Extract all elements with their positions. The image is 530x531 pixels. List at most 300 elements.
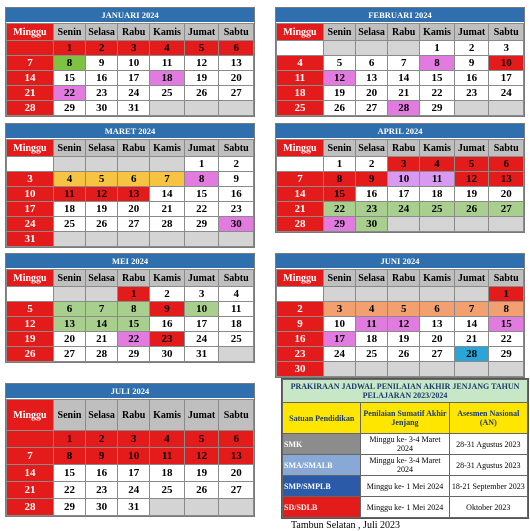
legend-row [283,434,528,455]
legend-cell: Minggu ke- 1 Mei 2024 [361,476,449,497]
day-cell: 30 [356,217,388,232]
day-cell: 21 [388,86,420,101]
day-header: Selasa [356,140,388,157]
sunday-cell: 3 [7,172,54,187]
day-cell [184,499,219,516]
day-header: Rabu [118,270,150,287]
day-cell: 15 [184,187,219,202]
legend-label-sma: SMA/SMALB [283,455,361,476]
day-cell: 14 [86,317,118,332]
month-grid [6,23,254,116]
day-cell: 16 [86,465,118,482]
sunday-cell: 30 [277,362,324,377]
day-cell: 12 [184,448,219,465]
day-cell: 26 [388,347,420,362]
calendar-june [275,253,525,378]
month-title: JANUARI 2024 [6,8,254,23]
day-header: Minggu [7,270,54,287]
sunday-cell [7,287,54,302]
day-cell: 4 [150,41,185,56]
day-cell: 14 [150,187,185,202]
day-cell: 9 [150,302,185,317]
day-cell: 24 [118,482,150,499]
day-cell [150,499,185,516]
week-row [277,56,524,71]
day-header: Rabu [118,24,150,41]
day-cell [184,232,219,247]
day-cell: 12 [184,56,219,71]
week-row [7,41,254,56]
day-cell: 10 [323,317,355,332]
day-cell: 6 [118,172,150,187]
day-cell: 27 [118,217,150,232]
day-cell: 6 [420,302,455,317]
day-cell: 9 [86,56,118,71]
legend-cell: Oktober 2023 [449,497,527,518]
week-row [277,71,524,86]
sunday-cell: 28 [7,499,54,516]
day-cell: 5 [454,157,489,172]
day-cell [53,287,85,302]
day-cell: 26 [323,101,355,116]
day-header: Sabtu [489,140,524,157]
day-cell [53,232,85,247]
month-title: MEI 2024 [6,254,254,269]
week-row [7,187,254,202]
day-header: Jumat [184,140,219,157]
sunday-cell: 19 [7,332,54,347]
day-cell: 18 [53,202,85,217]
day-cell [118,232,150,247]
day-cell: 18 [420,187,455,202]
day-cell: 20 [420,332,455,347]
day-cell: 22 [323,202,355,217]
day-cell: 10 [489,56,524,71]
week-row [7,101,254,116]
month-grid [276,269,524,377]
day-cell [489,101,524,116]
week-row [277,332,524,347]
sunday-cell: 28 [277,217,324,232]
day-cell [388,287,420,302]
calendar-february [275,7,525,117]
day-header: Senin [53,24,85,41]
day-cell: 3 [489,41,524,56]
sunday-cell: 14 [7,465,54,482]
day-cell [420,217,455,232]
day-cell: 20 [489,187,524,202]
day-cell [356,287,388,302]
sunday-cell: 14 [277,187,324,202]
day-cell: 17 [489,71,524,86]
day-header: Sabtu [219,400,254,431]
month-grid [276,139,524,232]
day-cell: 29 [323,217,355,232]
sunday-cell: 21 [277,202,324,217]
day-cell: 2 [86,431,118,448]
day-cell: 7 [86,302,118,317]
week-row [277,362,524,377]
month-title: FEBRUARI 2024 [276,8,524,23]
day-cell: 23 [454,86,489,101]
day-header: Selasa [356,24,388,41]
legend-title: PRAKIRAAN JADWAL PENILAIAN AKHIR JENJANG TAHUN PELAJARAN 2023/2024 [283,380,528,403]
day-cell: 2 [356,157,388,172]
week-row [7,465,254,482]
exam-schedule-legend [281,378,529,519]
sunday-cell: 16 [277,332,324,347]
day-cell [388,217,420,232]
sunday-cell: 9 [277,317,324,332]
day-header: Selasa [356,270,388,287]
day-cell: 19 [184,465,219,482]
day-cell: 9 [356,172,388,187]
day-cell: 13 [219,448,254,465]
week-row [7,157,254,172]
legend-header-assessment: Penilaian Sumatif Akhir Jenjang [361,403,449,434]
sunday-cell: 25 [277,101,324,116]
day-cell: 6 [489,157,524,172]
footer-place-date: Tambun Selatan , Juli 2023 [291,520,401,531]
day-cell [489,217,524,232]
day-header: Sabtu [489,24,524,41]
week-row [277,41,524,56]
week-row [7,347,254,362]
day-cell: 24 [388,202,420,217]
day-cell: 10 [184,302,219,317]
day-cell: 19 [184,71,219,86]
week-row [277,302,524,317]
sunday-cell: 24 [7,217,54,232]
week-row [7,86,254,101]
day-cell: 13 [489,172,524,187]
day-cell: 25 [420,202,455,217]
week-row [7,56,254,71]
day-header-row [7,400,254,431]
day-cell [150,157,185,172]
day-cell: 18 [150,465,185,482]
day-cell [454,362,489,377]
day-cell: 17 [184,317,219,332]
day-header: Sabtu [489,270,524,287]
sunday-cell: 10 [7,187,54,202]
day-cell: 19 [86,202,118,217]
legend-cell: Minggu ke- 3-4 Maret 2024 [361,434,449,455]
legend-header-unit: Satuan Pendidikan [283,403,361,434]
week-row [277,172,524,187]
day-header: Kamis [150,400,185,431]
week-row [277,157,524,172]
month-title: JULI 2024 [6,384,254,399]
day-cell [356,41,388,56]
day-header: Jumat [184,400,219,431]
day-cell: 25 [53,217,85,232]
day-cell: 12 [388,317,420,332]
day-cell [118,157,150,172]
day-cell: 23 [150,332,185,347]
day-cell: 23 [86,482,118,499]
day-cell: 27 [356,101,388,116]
sunday-cell: 12 [7,317,54,332]
day-cell: 27 [219,86,254,101]
legend-row [283,455,528,476]
week-row [277,317,524,332]
day-cell: 3 [118,41,150,56]
day-cell: 19 [454,187,489,202]
day-cell: 12 [454,172,489,187]
week-row [7,71,254,86]
week-row [277,202,524,217]
day-header: Minggu [277,140,324,157]
legend-cell: Minggu ke- 1 Mei 2024 [361,497,449,518]
day-cell: 2 [454,41,489,56]
day-cell: 31 [118,101,150,116]
week-row [7,332,254,347]
day-cell [219,347,254,362]
day-cell: 11 [53,187,85,202]
day-header: Kamis [150,140,185,157]
day-cell: 25 [150,86,185,101]
day-cell: 24 [184,332,219,347]
day-cell: 8 [118,302,150,317]
week-row [7,217,254,232]
sunday-cell: 5 [7,302,54,317]
week-row [277,101,524,116]
day-cell: 18 [219,317,254,332]
week-row [277,287,524,302]
day-cell: 21 [150,202,185,217]
day-cell: 22 [184,202,219,217]
sunday-cell [277,287,324,302]
day-cell: 11 [150,448,185,465]
day-cell: 28 [150,217,185,232]
day-cell: 13 [219,56,254,71]
day-header: Minggu [7,140,54,157]
day-cell: 16 [356,187,388,202]
day-cell: 5 [184,41,219,56]
week-row [7,499,254,516]
day-header: Selasa [86,24,118,41]
day-cell: 8 [53,448,85,465]
day-cell: 8 [323,172,355,187]
day-cell: 19 [323,86,355,101]
day-header: Jumat [454,24,489,41]
sunday-cell: 14 [7,71,54,86]
day-header: Jumat [454,140,489,157]
day-header: Senin [323,24,355,41]
day-cell: 10 [118,448,150,465]
day-header: Senin [323,140,355,157]
sunday-cell: 4 [277,56,324,71]
day-header: Jumat [454,270,489,287]
day-cell: 1 [118,287,150,302]
day-cell: 4 [356,302,388,317]
day-header: Rabu [388,270,420,287]
day-cell: 6 [356,56,388,71]
day-cell: 11 [219,302,254,317]
day-cell: 1 [184,157,219,172]
day-cell: 29 [489,347,524,362]
day-cell: 5 [388,302,420,317]
day-cell: 1 [420,41,455,56]
day-header: Senin [53,270,85,287]
sunday-cell: 11 [277,71,324,86]
sunday-cell [7,41,54,56]
day-cell: 23 [86,86,118,101]
day-cell: 28 [86,347,118,362]
day-cell: 25 [356,347,388,362]
day-cell: 10 [118,56,150,71]
day-cell: 26 [454,202,489,217]
day-cell: 8 [420,56,455,71]
day-cell: 26 [184,86,219,101]
day-cell [150,101,185,116]
day-header: Rabu [388,24,420,41]
sunday-cell: 21 [7,482,54,499]
day-header: Selasa [86,270,118,287]
day-cell: 24 [323,347,355,362]
day-header: Minggu [277,270,324,287]
day-cell: 17 [388,187,420,202]
day-header-row [7,270,254,287]
legend-cell: Minggu ke- 3-4 Maret 2024 [361,455,449,476]
sunday-cell: 18 [277,86,324,101]
week-row [7,232,254,247]
day-cell: 19 [388,332,420,347]
sunday-cell: 28 [7,101,54,116]
week-row [7,431,254,448]
day-cell: 7 [454,302,489,317]
day-header: Senin [323,270,355,287]
day-cell: 3 [118,431,150,448]
day-cell [420,287,455,302]
month-grid [276,23,524,116]
day-cell: 29 [53,101,85,116]
day-cell: 4 [150,431,185,448]
day-cell: 30 [219,217,254,232]
day-cell: 15 [420,71,455,86]
legend-label-smk: SMK [283,434,361,455]
day-cell: 13 [53,317,85,332]
day-cell: 14 [454,317,489,332]
day-cell: 27 [489,202,524,217]
day-cell: 7 [388,56,420,71]
week-row [7,202,254,217]
day-cell: 25 [219,332,254,347]
day-cell: 9 [86,448,118,465]
day-cell: 20 [356,86,388,101]
day-header: Selasa [86,400,118,431]
calendar-march [5,123,255,248]
day-cell: 20 [219,465,254,482]
day-header-row [7,140,254,157]
day-header: Jumat [184,24,219,41]
day-cell: 6 [219,431,254,448]
week-row [277,86,524,101]
day-cell: 22 [118,332,150,347]
day-header: Senin [53,140,85,157]
week-row [7,287,254,302]
day-cell: 27 [219,482,254,499]
day-cell: 29 [184,217,219,232]
month-grid [6,399,254,516]
day-header: Kamis [420,24,455,41]
day-cell: 29 [118,347,150,362]
legend-label-smp: SMP/SMPLB [283,476,361,497]
month-grid [6,269,254,362]
day-header: Minggu [7,24,54,41]
week-row [7,317,254,332]
sunday-cell: 17 [7,202,54,217]
legend-row [283,497,528,518]
day-cell: 26 [86,217,118,232]
day-cell: 24 [118,86,150,101]
day-cell: 22 [53,86,85,101]
day-cell: 31 [184,347,219,362]
day-header: Kamis [150,24,185,41]
day-cell: 11 [420,172,455,187]
legend-row [283,476,528,497]
day-cell: 13 [118,187,150,202]
month-title: JUNI 2024 [276,254,524,269]
day-cell [150,232,185,247]
day-cell: 1 [53,431,85,448]
day-cell: 12 [86,187,118,202]
day-cell: 24 [489,86,524,101]
day-cell: 29 [420,101,455,116]
week-row [277,347,524,362]
sunday-cell: 7 [7,448,54,465]
week-row [7,172,254,187]
day-cell [53,157,85,172]
day-cell: 28 [388,101,420,116]
day-cell: 5 [86,172,118,187]
day-header: Rabu [118,140,150,157]
calendar-july [5,383,255,517]
day-cell: 30 [86,101,118,116]
day-header: Sabtu [219,24,254,41]
day-header: Rabu [388,140,420,157]
day-cell: 28 [454,347,489,362]
day-cell: 12 [323,71,355,86]
day-cell: 26 [184,482,219,499]
calendar-april [275,123,525,233]
week-row [7,448,254,465]
day-cell: 3 [323,302,355,317]
day-cell [388,41,420,56]
day-cell: 13 [356,71,388,86]
day-cell: 29 [53,499,85,516]
sunday-cell: 2 [277,302,324,317]
day-cell: 2 [86,41,118,56]
day-cell [489,362,524,377]
day-header-row [277,140,524,157]
day-cell: 15 [53,465,85,482]
day-cell: 3 [388,157,420,172]
day-cell: 30 [150,347,185,362]
day-cell: 21 [454,332,489,347]
day-header: Sabtu [219,270,254,287]
day-cell [219,101,254,116]
day-cell: 16 [219,187,254,202]
day-cell [86,287,118,302]
day-cell: 31 [118,499,150,516]
day-cell: 21 [86,332,118,347]
day-cell: 15 [53,71,85,86]
month-title: APRIL 2024 [276,124,524,139]
sunday-cell: 7 [7,56,54,71]
day-header-row [277,270,524,287]
